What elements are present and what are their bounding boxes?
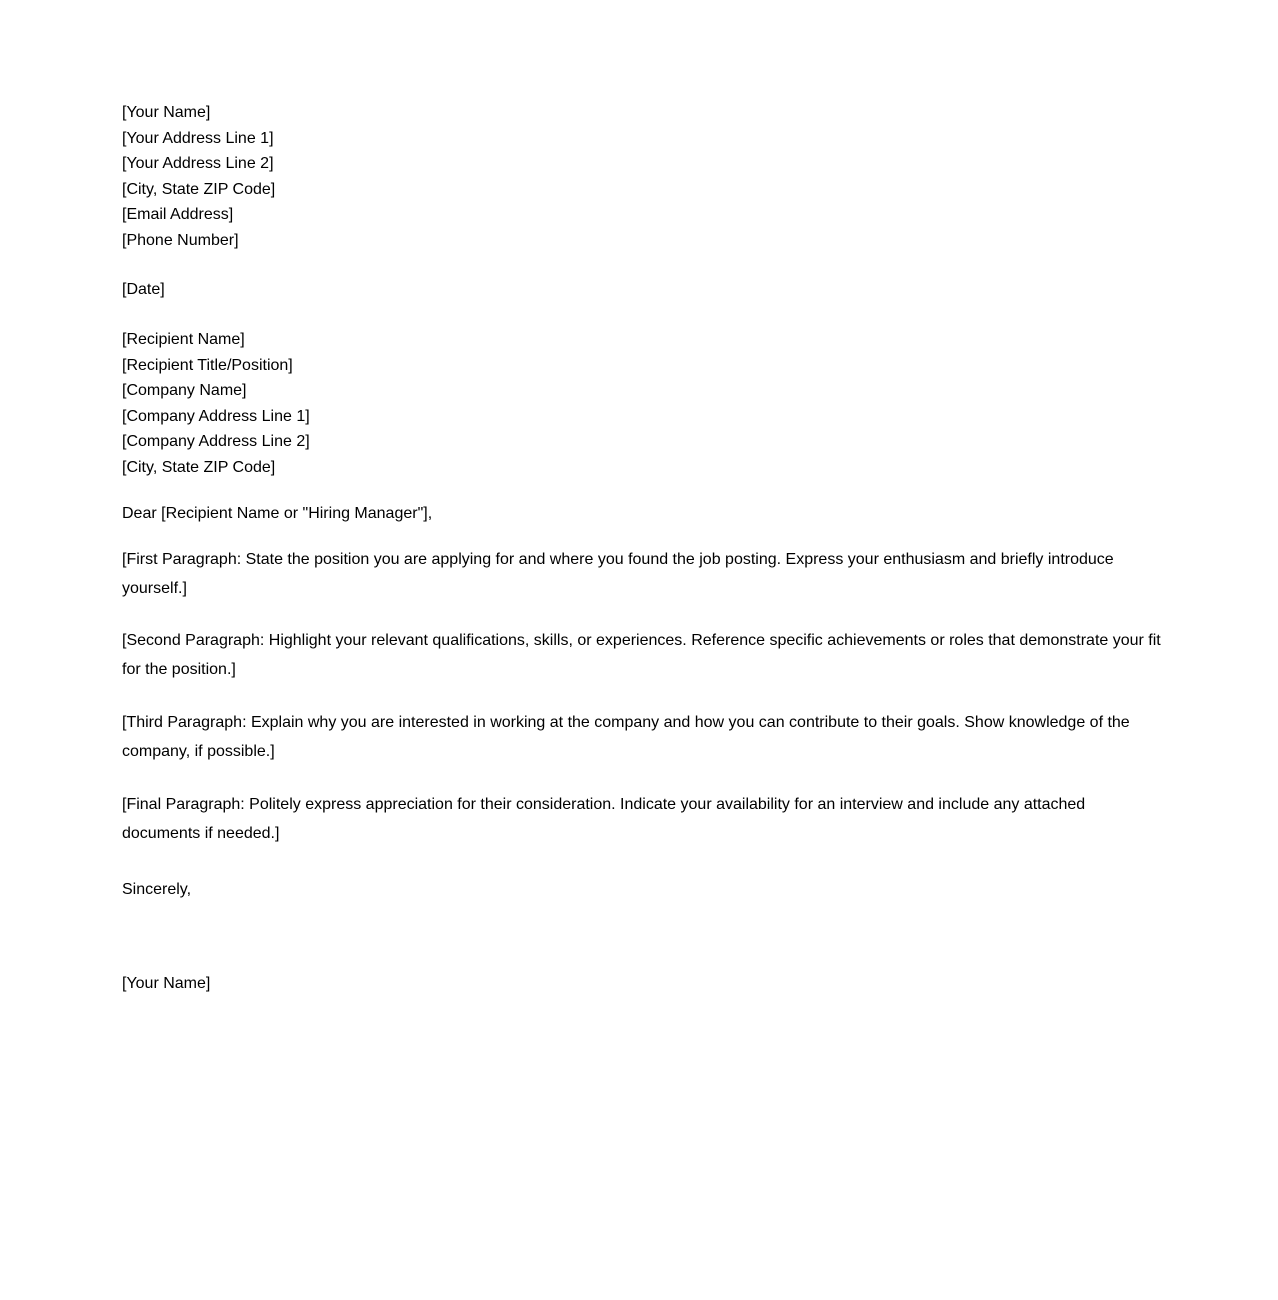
body-paragraph-1: [First Paragraph: State the position you are applying for and where you found the job posting. Express your enthusiasm and briefly introduce yourself.]	[122, 551, 1114, 597]
sender-address-line-2: [Your Address Line 2]	[122, 155, 274, 173]
signature	[122, 971, 210, 997]
recipient-address-block	[122, 327, 310, 481]
recipient-title: [Recipient Title/Position]	[122, 356, 293, 374]
salutation	[122, 501, 432, 527]
signature-name: [Your Name]	[122, 975, 211, 992]
company-address-line-2: [Company Address Line 2]	[122, 433, 310, 451]
sender-address-block	[122, 100, 275, 254]
sender-address-line-1: [Your Address Line 1]	[122, 129, 274, 147]
salutation-text: Dear [Recipient Name or "Hiring Manager"],	[122, 505, 433, 522]
sender-city-state-zip: [City, State ZIP Code]	[122, 180, 276, 198]
sender-phone: [Phone Number]	[122, 231, 239, 249]
body-paragraph-4: [Final Paragraph: Politely express appreciation for their consideration. Indicate your availability for an interview and include any attached documents if needed.]	[122, 796, 1086, 842]
closing	[122, 877, 191, 903]
sender-name: [Your Name]	[122, 104, 211, 121]
date-block	[122, 277, 165, 303]
company-address-line-1: [Company Address Line 1]	[122, 407, 310, 425]
body-paragraph-3: [Third Paragraph: Explain why you are interested in working at the company and how you can contribute to their goals. Show knowledge of the company, if possible.]	[122, 714, 1130, 760]
recipient-name: [Recipient Name]	[122, 331, 245, 348]
sender-email: [Email Address]	[122, 206, 234, 224]
company-name: [Company Name]	[122, 382, 247, 400]
body-paragraph-2: [Second Paragraph: Highlight your relevant qualifications, skills, or experiences. Reference specific achievements or roles that demonstrate your fit for the position.]	[122, 632, 1161, 678]
company-city-state-zip: [City, State ZIP Code]	[122, 458, 276, 476]
closing-text: Sincerely,	[122, 881, 192, 898]
letter-date: [Date]	[122, 281, 165, 298]
